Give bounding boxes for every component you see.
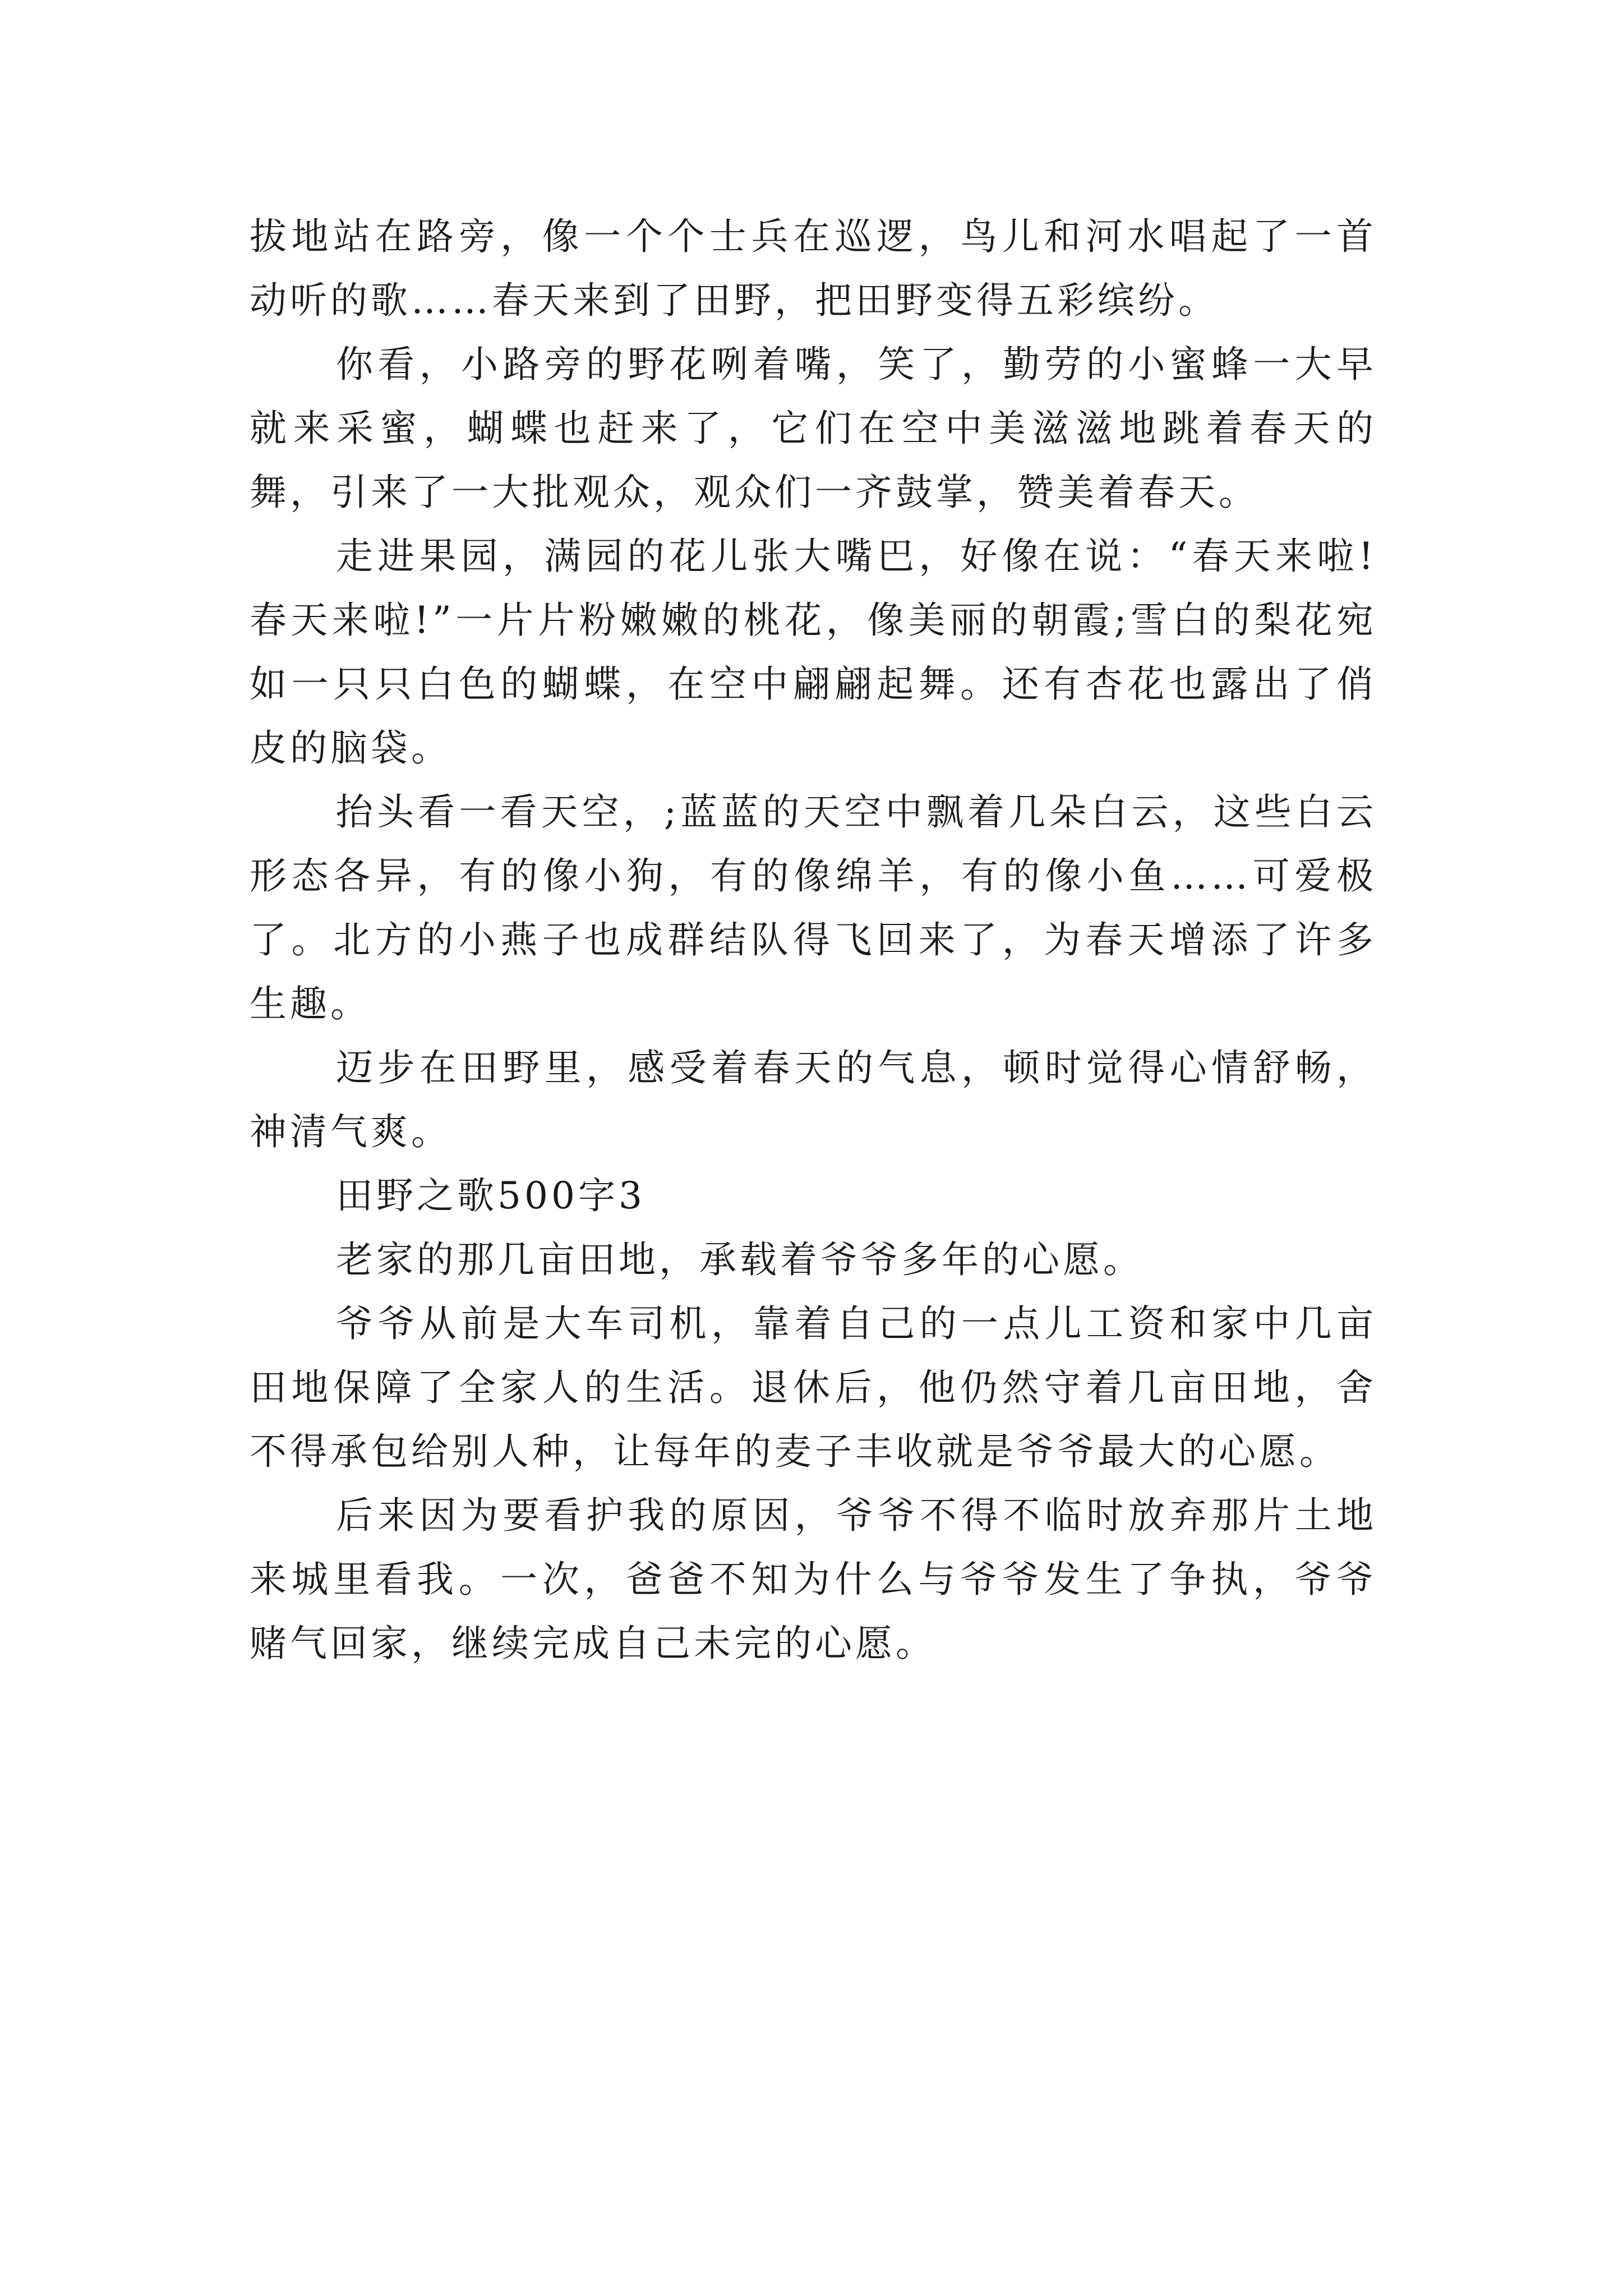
paragraph-8: 后来因为要看护我的原因，爷爷不得不临时放弃那片土地来城里看我。一次，爸爸不知为什么与爷爷发生了争执，爷爷赌气回家，继续完成自己未完的心愿。 bbox=[250, 1494, 1377, 1665]
paragraph-3: 走进果园，满园的花儿张大嘴巴，好像在说：“春天来啦!春天来啦!”一片片粉嫩嫩的桃花，像美丽的朝霞;雪白的梨花宛如一只只白色的蝴蝶，在空中翩翩起舞。还有杏花也露出了俏皮的脑袋。 bbox=[250, 535, 1377, 770]
paragraph-7: 爷爷从前是大车司机，靠着自己的一点儿工资和家中几亩田地保障了全家人的生活。退休后，他仍然守着几亩田地，舍不得承包给别人种，让每年的麦子丰收就是爷爷最大的心愿。 bbox=[250, 1302, 1377, 1473]
paragraph-5: 迈步在田野里，感受着春天的气息，顿时觉得心情舒畅，神清气爽。 bbox=[250, 1046, 1377, 1153]
section-heading: 田野之歌500字3 bbox=[336, 1174, 645, 1217]
paragraph-4: 抬头看一看天空，;蓝蓝的天空中飘着几朵白云，这些白云形态各异，有的像小狗，有的像绵羊，有的像小鱼……可爱极了。北方的小燕子也成群结队得飞回来了，为春天增添了许多生趣。 bbox=[250, 790, 1377, 1025]
paragraph-1: 拔地站在路旁，像一个个士兵在巡逻，鸟儿和河水唱起了一首动听的歌……春天来到了田野，把田野变得五彩缤纷。 bbox=[250, 215, 1377, 322]
paragraph-6: 老家的那几亩田地，承载着爷爷多年的心愿。 bbox=[336, 1238, 1144, 1281]
paragraph-2: 你看，小路旁的野花咧着嘴，笑了，勤劳的小蜜蜂一大早就来采蜜，蝴蝶也赶来了，它们在空中美滋滋地跳着春天的舞，引来了一大批观众，观众们一齐鼓掌，赞美着春天。 bbox=[250, 343, 1377, 514]
document-body bbox=[250, 205, 1377, 1676]
